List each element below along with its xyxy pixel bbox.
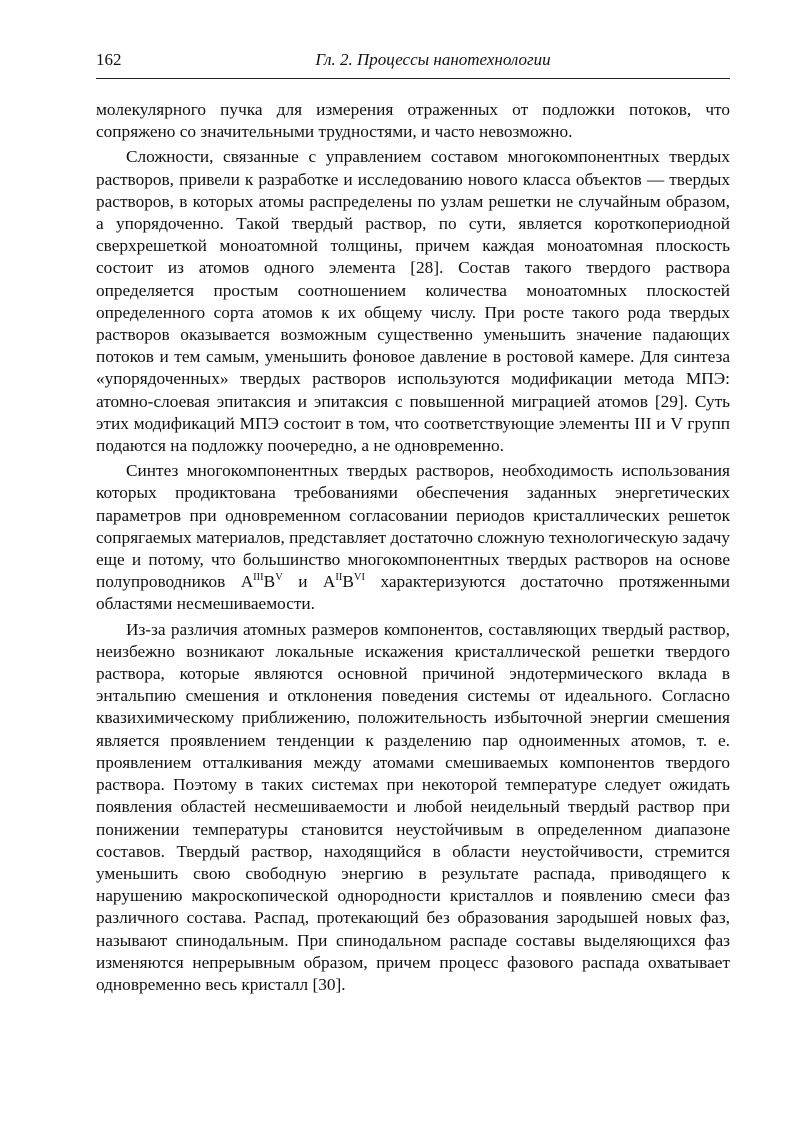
body-text	[96, 99, 730, 996]
formula-a2b6: $A^{II}B^{VI}$	[322, 572, 366, 592]
paragraph-continuation: молекулярного пучка для измерения отраженных от подложки потоков, что сопряжено со значительными трудностями, и часто невозможно.	[96, 100, 730, 142]
paragraph-text-after-formula: характеризуются достаточно протяженными областями несмешиваемости.	[96, 572, 731, 614]
formula-a3b5: $A^{III}B^V$	[240, 572, 283, 592]
page-number: 162	[96, 50, 122, 69]
header-rule	[96, 78, 730, 79]
running-head	[96, 48, 730, 72]
paragraph-multicomponent-synthesis: Синтез многокомпонентных твердых растворов, необходимость использования которых продиктована требованиями обеспечения заданных энергетических параметров при одновременном согласовании периодов кристаллических решеток сопрягаемых материалов, представляет достаточно сложную технологическую задачу еще и потому, что большинство многокомпонентных твердых растворов на основе полупроводников $A^{III}B^V$ и $A^{II}B^{VI}$ характеризуются достаточно протяженными областями несмешиваемости.	[96, 461, 731, 614]
paragraph-spinodal-decomposition: Из-за различия атомных размеров компонентов, составляющих твердый раствор, неизбежно возникают локальные искажения кристаллической решетки твердого раствора, которые являются основной причиной эндотермического вклада в энтальпию смешения и отклонения поведения системы от идеального. Согласно квазихимическому приближению, положительность избыточной энергии смешения является проявлением тенденции к разделению пар одноименных атомов, т. е. проявлением отталкивания между атомами смешиваемых компонентов твердого раствора. Поэтому в таких системах при некоторой температуре следует ожидать появления областей несмешиваемости и любой неидельный твердый раствор при понижении температуры становится неустойчивым в определенном диапазоне составов. Твердый раствор, находящийся в области неустойчивости, стремится уменьшить свою свободную энергию в результате распада, приводящего к нарушению макроскопической однородности кристаллов и появлению смеси фаз различного состава. Распад, протекающий без образования зародышей новых фаз, называют спинодальным. При спинодальном распаде составы выделяющихся фаз изменяются непрерывным образом, причем процесс фазового распада охватывает одновременно весь кристалл [30].	[96, 619, 730, 994]
chapter-title: Гл. 2. Процессы нанотехнологии	[315, 50, 551, 69]
paragraph-ordered-solid-solutions: Сложности, связанные с управлением составом многокомпонентных твердых растворов, привели к разработке и исследованию нового класса объектов — твердых растворов, в которых атомы распределены по узлам решетки не случайным образом, а упорядоченно. Такой твердый раствор, по сути, является короткопериодной сверхрешеткой моноатомной толщины, причем каждая моноатомная плоскость состоит из атомов одного элемента [28]. Состав такого твердого раствора определяется простым соотношением количества моноатомных плоскостей определенного сорта атомов к их общему числу. При росте такого рода твердых растворов оказывается возможным существенно уменьшить значение падающих потоков и тем самым, уменьшить фоновое давление в ростовой камере. Для синтеза «упорядоченных» твердых растворов используются модификации метода МПЭ: атомно-слоевая эпитаксия и эпитаксия с повышенной миграцией атомов [29]. Суть этих модификаций МПЭ состоит в том, что соответствующие элементы III и V групп подаются на подложку поочередно, а не одновременно.	[96, 147, 730, 456]
book-page	[96, 48, 730, 996]
paragraph-text-before-formula: Синтез многокомпонентных твердых растворов, необходимость использования которых продиктована требованиями обеспечения заданных энергетических параметров при одновременном согласовании периодов кристаллических решеток сопрягаемых материалов, представляет достаточно сложную технологическую задачу еще и потому, что большинство многокомпонентных твердых растворов на основе полупроводников	[96, 461, 730, 592]
